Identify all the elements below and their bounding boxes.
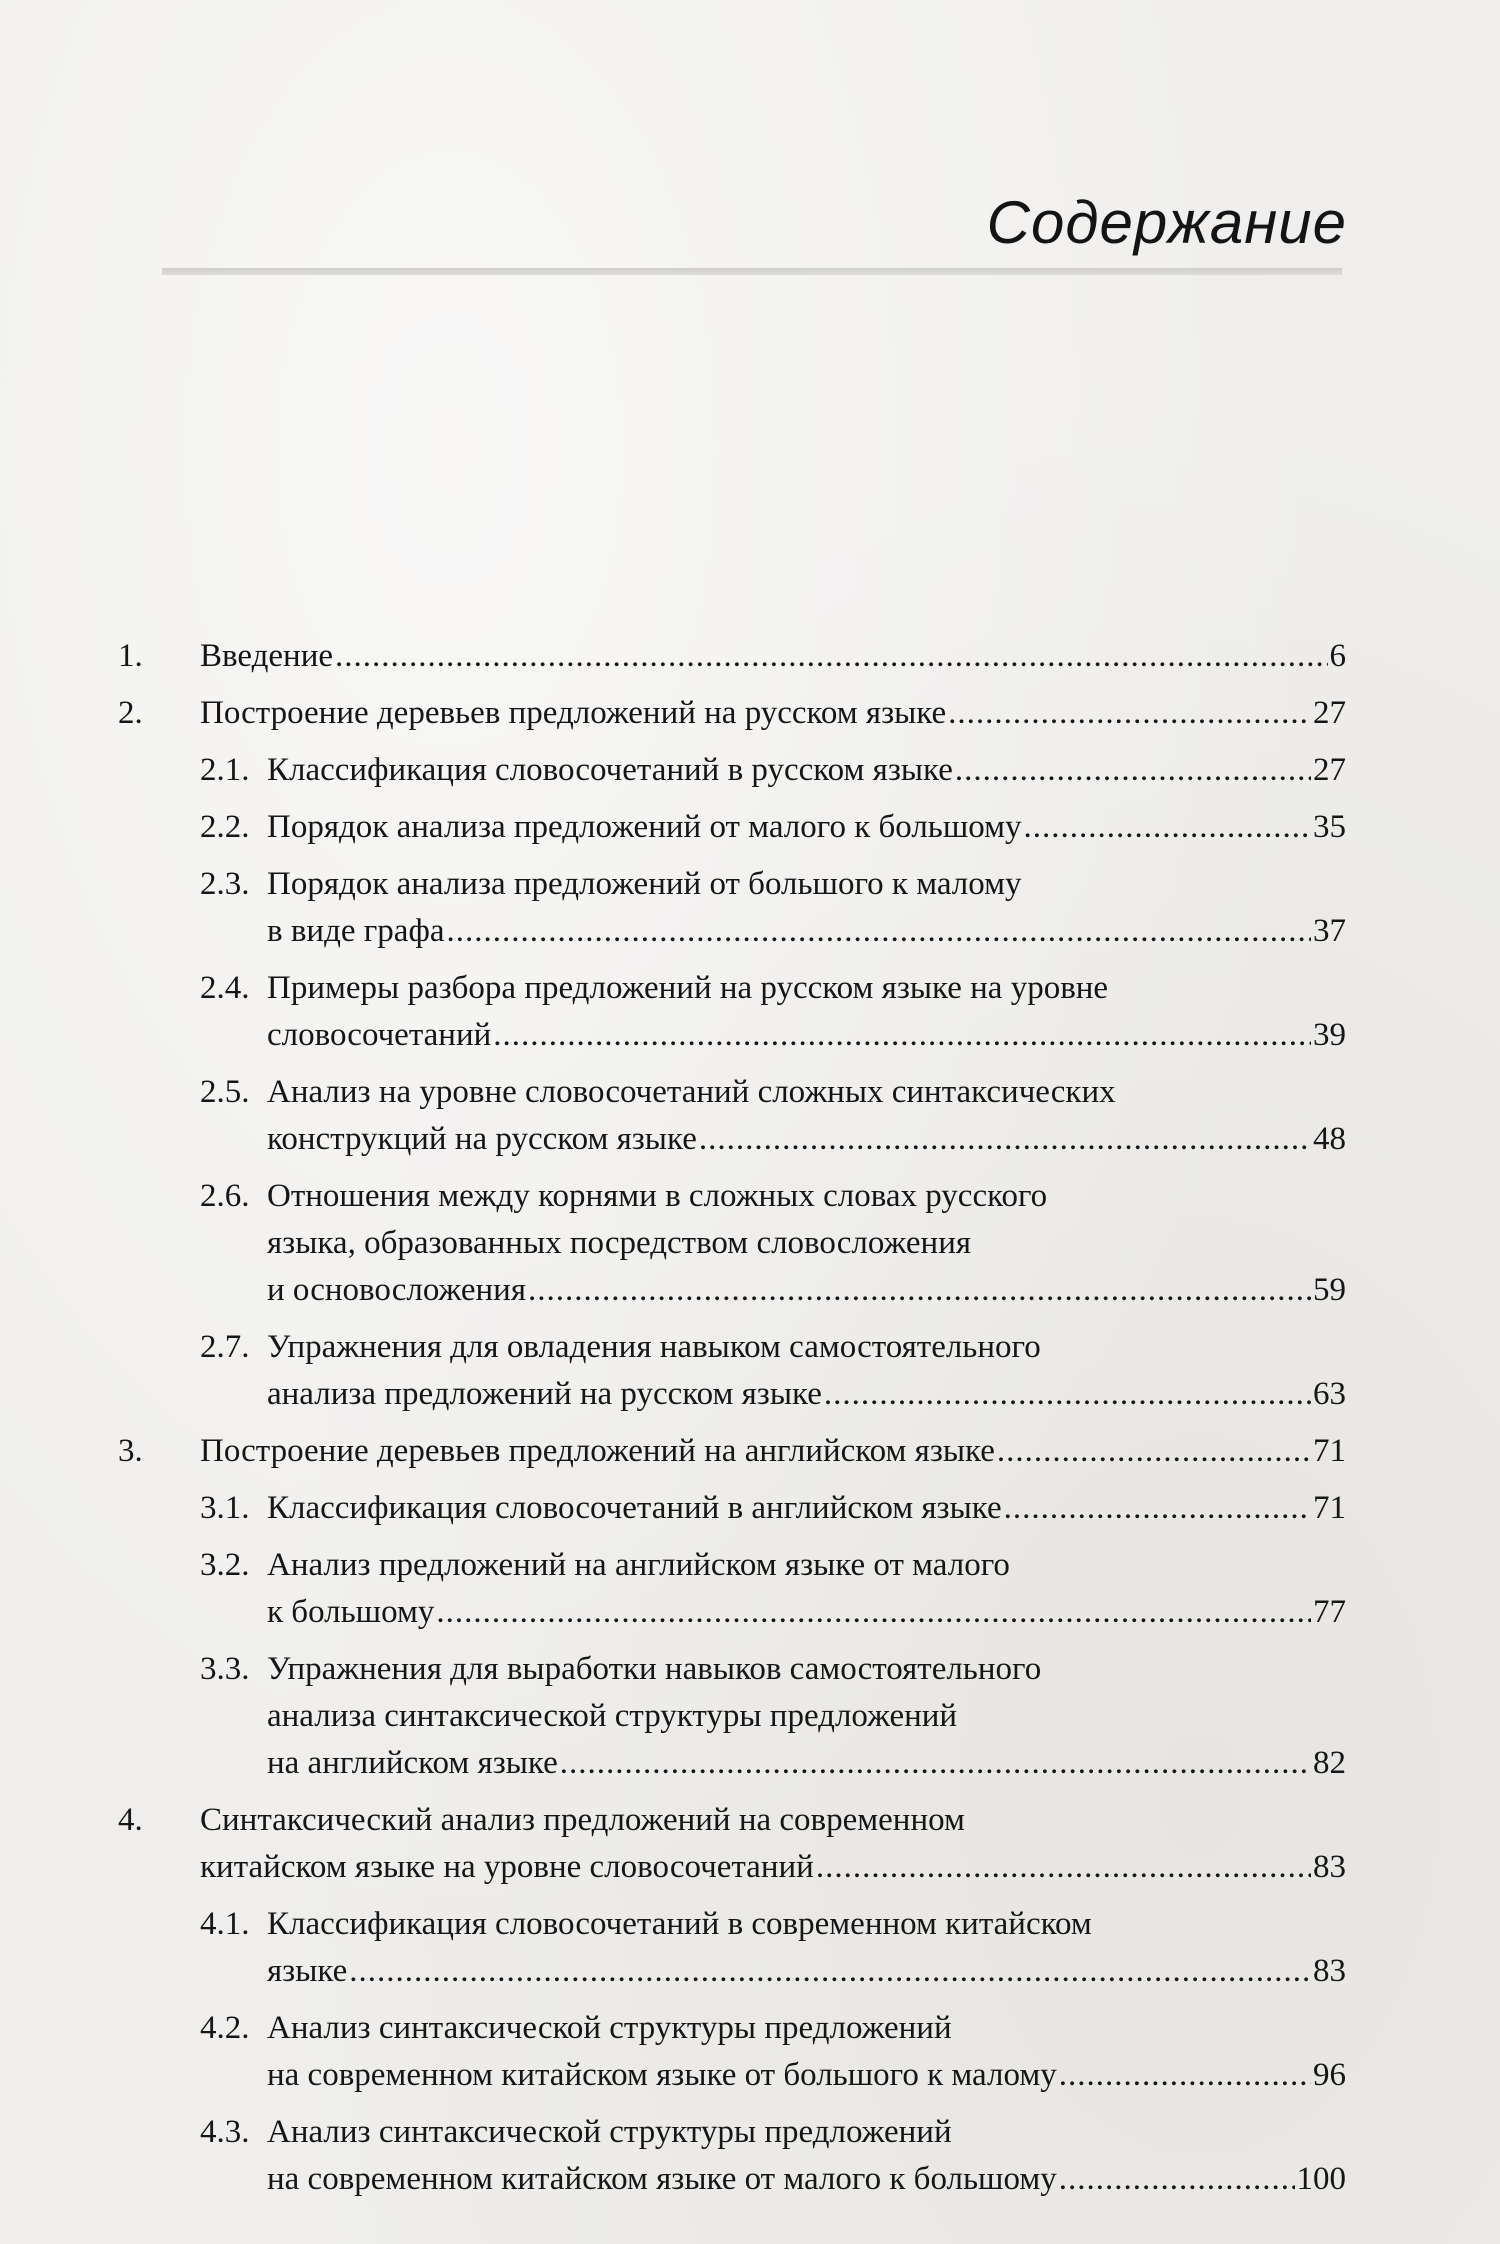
toc-entry-number: 3.3.	[200, 1651, 250, 1687]
toc-entry	[118, 1428, 1346, 1475]
toc-page-number: 27	[1313, 695, 1346, 731]
toc-page-number: 77	[1313, 1594, 1346, 1630]
dot-leader	[446, 908, 1311, 955]
toc-entry-text: анализа синтаксической структуры предложений	[267, 1698, 958, 1734]
toc-entry-number: 3.	[118, 1433, 143, 1469]
toc-entry-number: 1.	[118, 638, 143, 674]
toc-entry-text: языка, образованных посредством словосложения	[267, 1225, 972, 1261]
toc-entry-number: 2.5.	[200, 1074, 250, 1110]
dot-leader	[824, 1371, 1311, 1418]
toc-page-number: 83	[1313, 1849, 1346, 1885]
toc-entry	[118, 1485, 1346, 1532]
toc-entry-number: 2.6.	[200, 1178, 250, 1214]
dot-leader	[1024, 804, 1311, 851]
toc-entry-text: Анализ предложений на английском языке от малого	[267, 1547, 1010, 1583]
toc-page-number: 37	[1313, 913, 1346, 949]
toc-entry-number: 4.3.	[200, 2114, 250, 2150]
toc-entry-text: словосочетаний	[267, 1017, 492, 1053]
dot-leader	[493, 1012, 1311, 1059]
toc-entry-text: языке	[267, 1953, 348, 1989]
toc-entry-text: и основосложения	[267, 1272, 527, 1308]
toc-entry-text: Упражнения для выработки навыков самостоятельного	[267, 1651, 1042, 1687]
toc-entry-text: Классификация словосочетаний в английском языке	[267, 1490, 1002, 1526]
toc-entry-text: Примеры разбора предложений на русском языке на уровне	[267, 970, 1109, 1006]
toc-entry-text: Порядок анализа предложений от большого к малому	[267, 866, 1022, 902]
toc-entry-text: Синтаксический анализ предложений на современном	[200, 1802, 965, 1838]
toc-entry-text: в виде графа	[267, 913, 445, 949]
toc-entry	[118, 1646, 1346, 1787]
toc-entry	[118, 1901, 1346, 1995]
dot-leader	[349, 1948, 1311, 1995]
toc-page-number: 39	[1313, 1017, 1346, 1053]
toc-page-number: 6	[1329, 638, 1346, 674]
toc-entry-text: Построение деревьев предложений на английском языке	[200, 1433, 995, 1469]
toc-entry-text: Построение деревьев предложений на русском языке	[200, 695, 947, 731]
toc-page-number: 96	[1313, 2057, 1346, 2093]
toc-entry	[118, 804, 1346, 851]
toc-entry	[118, 2005, 1346, 2099]
toc-entry	[118, 1069, 1346, 1163]
toc-entry	[118, 1173, 1346, 1314]
toc-page-number: 27	[1313, 752, 1346, 788]
toc-entry-number: 2.7.	[200, 1329, 250, 1365]
table-of-contents	[118, 633, 1346, 2213]
toc-entry-text: к большому	[267, 1594, 435, 1630]
toc-entry-text: Отношения между корнями в сложных словах русского	[267, 1178, 1048, 1214]
toc-entry-text: Порядок анализа предложений от малого к большому	[267, 809, 1022, 845]
toc-entry-text: Анализ синтаксической структуры предложений	[267, 2010, 952, 2046]
toc-entry-number: 3.2.	[200, 1547, 250, 1583]
dot-leader	[436, 1589, 1311, 1636]
dot-leader	[955, 747, 1311, 794]
dot-leader	[528, 1267, 1311, 1314]
toc-entry-text: на современном китайском языке от малого к большому	[267, 2161, 1057, 2197]
toc-entry-text: Классификация словосочетаний в русском языке	[267, 752, 953, 788]
toc-entry-text: Введение	[200, 638, 334, 674]
toc-entry-number: 2.4.	[200, 970, 250, 1006]
dot-leader	[997, 1428, 1311, 1475]
dot-leader	[1059, 2052, 1311, 2099]
toc-entry-text: Анализ синтаксической структуры предложений	[267, 2114, 952, 2150]
toc-entry	[118, 861, 1346, 955]
toc-entry	[118, 633, 1346, 680]
toc-entry-text: анализа предложений на русском языке	[267, 1376, 822, 1412]
toc-entry-number: 4.2.	[200, 2010, 250, 2046]
toc-entry-text: на английском языке	[267, 1745, 558, 1781]
toc-entry-text: Анализ на уровне словосочетаний сложных синтаксических	[267, 1074, 1116, 1110]
dot-leader	[335, 633, 1327, 680]
toc-page-number: 71	[1313, 1490, 1346, 1526]
toc-entry	[118, 1324, 1346, 1418]
toc-entry	[118, 1797, 1346, 1891]
page-title: Содержание	[986, 189, 1347, 256]
toc-entry	[118, 1542, 1346, 1636]
dot-leader	[560, 1740, 1311, 1787]
toc-page-number: 48	[1313, 1121, 1346, 1157]
dot-leader	[948, 690, 1311, 737]
dot-leader	[816, 1844, 1311, 1891]
title-underline	[162, 268, 1342, 275]
toc-entry-number: 2.3.	[200, 866, 250, 902]
toc-entry-text: на современном китайском языке от большого к малому	[267, 2057, 1057, 2093]
toc-entry-number: 2.2.	[200, 809, 250, 845]
toc-page-number: 63	[1313, 1376, 1346, 1412]
toc-entry-text: Классификация словосочетаний в современном китайском	[267, 1906, 1092, 1942]
toc-entry	[118, 2109, 1346, 2203]
toc-entry-text: китайском языке на уровне словосочетаний	[200, 1849, 814, 1885]
toc-entry-number: 4.	[118, 1802, 143, 1838]
dot-leader	[1004, 1485, 1311, 1532]
toc-entry	[118, 747, 1346, 794]
toc-page-number: 100	[1296, 2161, 1346, 2197]
dot-leader	[1059, 2156, 1295, 2203]
toc-entry	[118, 690, 1346, 737]
toc-page-number: 59	[1313, 1272, 1346, 1308]
toc-entry-number: 2.	[118, 695, 143, 731]
toc-entry-number: 3.1.	[200, 1490, 250, 1526]
toc-page-number: 82	[1313, 1745, 1346, 1781]
toc-entry	[118, 965, 1346, 1059]
toc-page-number: 71	[1313, 1433, 1346, 1469]
toc-page-number: 35	[1313, 809, 1346, 845]
toc-entry-text: конструкций на русском языке	[267, 1121, 697, 1157]
toc-entry-text: Упражнения для овладения навыком самостоятельного	[267, 1329, 1041, 1365]
toc-entry-number: 2.1.	[200, 752, 250, 788]
toc-entry-number: 4.1.	[200, 1906, 250, 1942]
dot-leader	[699, 1116, 1311, 1163]
toc-page-number: 83	[1313, 1953, 1346, 1989]
